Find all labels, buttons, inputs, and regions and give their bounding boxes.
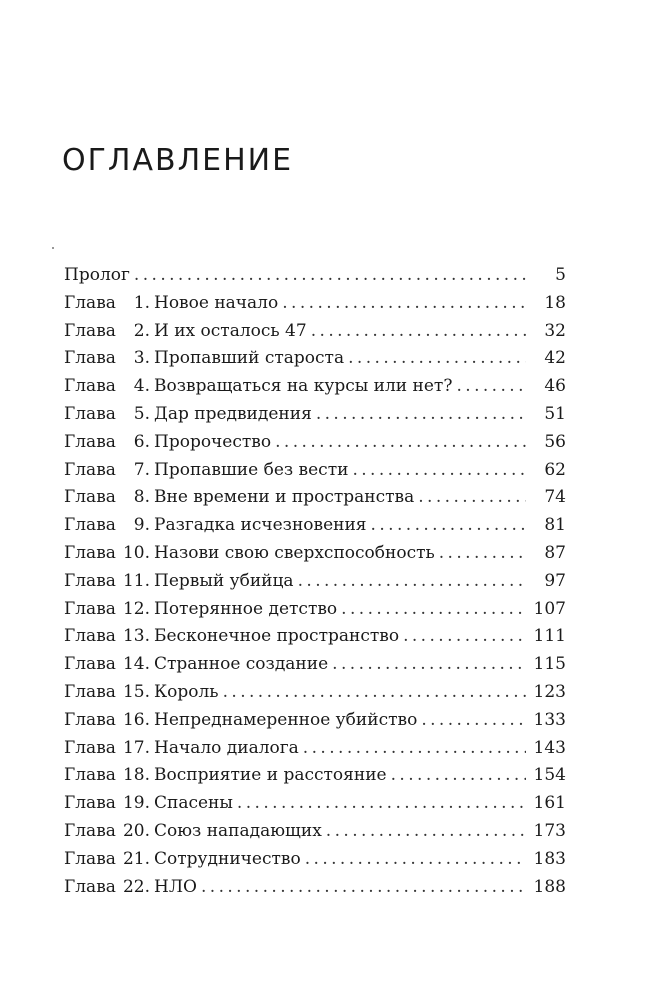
page-number: 173: [533, 820, 566, 841]
chapter-title: Начало диалога: [154, 737, 299, 758]
chapter-title: НЛО: [154, 876, 197, 897]
toc-entry-label: [64, 568, 294, 596]
chapter-number: 10.: [122, 542, 150, 563]
chapter-word: Глава: [64, 403, 116, 424]
page-number: 123: [533, 681, 566, 702]
chapter-title: Пропавший староста: [154, 348, 345, 369]
toc-entry-label: [64, 262, 130, 290]
chapter-number: 2.: [133, 320, 150, 341]
toc-entry-label: [64, 707, 417, 735]
chapter-word: Глава: [64, 292, 116, 313]
toc-entry-label: [64, 790, 233, 818]
chapter-word: Глава: [64, 598, 116, 619]
toc-entry[interactable]: [64, 596, 566, 624]
dot-leader: [352, 457, 526, 485]
page-number: 51: [544, 403, 566, 424]
toc-entry-label: [64, 874, 197, 902]
page-number: 115: [533, 654, 566, 675]
toc-entry[interactable]: [64, 846, 566, 874]
toc-entry[interactable]: [64, 318, 566, 346]
chapter-number: 14.: [122, 654, 150, 675]
page-number: 188: [533, 876, 566, 897]
chapter-number: 3.: [133, 348, 150, 369]
chapter-word: Глава: [64, 848, 116, 869]
chapter-number: 11.: [122, 570, 150, 591]
chapter-title: Восприятие и расстояние: [154, 765, 387, 786]
page-number: 133: [533, 709, 566, 730]
chapter-number: 7.: [133, 459, 150, 480]
dot-leader: [371, 512, 526, 540]
toc-entry-label: [64, 818, 322, 846]
chapter-word: Глава: [64, 487, 116, 508]
chapter-title: И их осталось 47: [154, 320, 307, 341]
chapter-word: Глава: [64, 654, 116, 675]
chapter-title: Странное создание: [154, 654, 329, 675]
chapter-number: 21.: [122, 848, 150, 869]
chapter-title: Назови свою сверхспособность: [154, 542, 435, 563]
chapter-word: Глава: [64, 765, 116, 786]
chapter-title: Король: [154, 681, 219, 702]
page-number: 18: [544, 292, 566, 313]
dot-leader: [275, 429, 526, 457]
page-number: 74: [544, 487, 566, 508]
chapter-number: 9.: [133, 515, 150, 536]
chapter-number: 19.: [122, 793, 150, 814]
dot-leader: [439, 540, 526, 568]
page-number: 183: [533, 848, 566, 869]
chapter-word: Глава: [64, 681, 116, 702]
toc-entry-label: [64, 318, 307, 346]
page-number: 62: [544, 459, 566, 480]
page-title: ОГЛАВЛЕНИЕ: [62, 143, 294, 178]
toc-entry-label: [64, 762, 387, 790]
toc-entry-label: [64, 679, 219, 707]
chapter-title: Непреднамеренное убийство: [154, 709, 418, 730]
chapter-title: Вне времени и пространства: [154, 487, 415, 508]
dot-leader: [223, 679, 526, 707]
toc-entry[interactable]: [64, 874, 566, 902]
dot-leader: [421, 707, 526, 735]
chapter-number: 12.: [122, 598, 150, 619]
dot-leader: [305, 846, 526, 874]
dot-leader: [332, 651, 526, 679]
toc-entry[interactable]: [64, 735, 566, 763]
dot-leader: [418, 484, 526, 512]
page-number: 87: [544, 542, 566, 563]
toc-entry-label: [64, 651, 328, 679]
chapter-number: 18.: [122, 765, 150, 786]
toc-entry-label: [64, 373, 452, 401]
toc-entry[interactable]: [64, 345, 566, 373]
chapter-title: Спасены: [154, 793, 233, 814]
chapter-word: Глава: [64, 737, 116, 758]
page-number: 46: [544, 376, 566, 397]
toc-entry-label: [64, 735, 299, 763]
page-number: 143: [533, 737, 566, 758]
toc-entry[interactable]: [64, 568, 566, 596]
toc-entry[interactable]: [64, 401, 566, 429]
toc-entry-label: [64, 345, 344, 373]
toc-entry-label: [64, 429, 271, 457]
chapter-title: Пропавшие без вести: [154, 459, 349, 480]
chapter-number: 4.: [133, 376, 150, 397]
print-speck: [52, 247, 54, 249]
chapter-word: Глава: [64, 515, 116, 536]
dot-leader: [311, 318, 526, 346]
dot-leader: [341, 596, 526, 624]
table-of-contents: [64, 262, 566, 901]
dot-leader: [237, 790, 526, 818]
chapter-title: Потерянное детство: [154, 598, 338, 619]
toc-entry[interactable]: [64, 457, 566, 485]
chapter-number: 16.: [122, 709, 150, 730]
page-number: 97: [544, 570, 566, 591]
chapter-word: Глава: [64, 320, 116, 341]
chapter-word: Глава: [64, 626, 116, 647]
dot-leader: [326, 818, 526, 846]
chapter-number: 1.: [133, 292, 150, 313]
chapter-title: Возвращаться на курсы или нет?: [154, 376, 453, 397]
chapter-word: Глава: [64, 570, 116, 591]
chapter-title: Союз нападающих: [154, 820, 322, 841]
toc-entry-label: [64, 846, 301, 874]
chapter-word: Глава: [64, 348, 116, 369]
chapter-word: Глава: [64, 376, 116, 397]
chapter-number: 8.: [133, 487, 150, 508]
page-number: 81: [544, 515, 566, 536]
page-number: 42: [544, 348, 566, 369]
chapter-number: 13.: [122, 626, 150, 647]
dot-leader: [456, 373, 526, 401]
dot-leader: [303, 735, 526, 763]
chapter-title: Первый убийца: [154, 570, 294, 591]
page-number: 56: [544, 431, 566, 452]
dot-leader: [298, 568, 526, 596]
chapter-word: Глава: [64, 459, 116, 480]
toc-entry[interactable]: [64, 429, 566, 457]
page-number: 111: [533, 626, 566, 647]
chapter-word: Глава: [64, 820, 116, 841]
chapter-word: Глава: [64, 542, 116, 563]
toc-entry[interactable]: [64, 373, 566, 401]
dot-leader: [391, 762, 526, 790]
chapter-title: Разгадка исчезновения: [154, 515, 367, 536]
toc-entry[interactable]: [64, 512, 566, 540]
page-number: 32: [544, 320, 566, 341]
chapter-title: Дар предвидения: [154, 403, 312, 424]
toc-entry[interactable]: [64, 707, 566, 735]
chapter-word: Глава: [64, 793, 116, 814]
toc-entry[interactable]: [64, 290, 566, 318]
dot-leader: [134, 262, 526, 290]
section-title: Пролог: [64, 265, 130, 285]
toc-entry-label: [64, 401, 312, 429]
toc-entry-label: [64, 596, 337, 624]
chapter-title: Бесконечное пространство: [154, 626, 400, 647]
chapter-title: Пророчество: [154, 431, 272, 452]
chapter-number: 17.: [122, 737, 150, 758]
toc-entry[interactable]: [64, 484, 566, 512]
toc-entry-label: [64, 512, 367, 540]
chapter-number: 22.: [122, 876, 150, 897]
toc-entry-label: [64, 290, 278, 318]
chapter-word: Глава: [64, 709, 116, 730]
toc-entry[interactable]: [64, 818, 566, 846]
toc-entry[interactable]: [64, 651, 566, 679]
chapter-number: 20.: [122, 820, 150, 841]
dot-leader: [348, 345, 526, 373]
toc-entry-label: [64, 457, 348, 485]
toc-entry[interactable]: [64, 540, 566, 568]
toc-entry[interactable]: [64, 623, 566, 651]
chapter-number: 5.: [133, 403, 150, 424]
toc-entry[interactable]: [64, 790, 566, 818]
chapter-title: Сотрудничество: [154, 848, 301, 869]
page-number: 161: [533, 793, 566, 814]
page-number: 5: [555, 265, 566, 285]
chapter-title: Новое начало: [154, 292, 279, 313]
toc-entry-label: [64, 484, 414, 512]
chapter-number: 6.: [133, 431, 150, 452]
toc-entry[interactable]: [64, 762, 566, 790]
dot-leader: [282, 290, 526, 318]
chapter-number: 15.: [122, 681, 150, 702]
toc-entry[interactable]: [64, 679, 566, 707]
page-number: 107: [533, 598, 566, 619]
dot-leader: [403, 623, 526, 651]
toc-entry-label: [64, 623, 399, 651]
toc-entry[interactable]: [64, 262, 566, 290]
chapter-word: Глава: [64, 876, 116, 897]
toc-entry-label: [64, 540, 435, 568]
chapter-word: Глава: [64, 431, 116, 452]
dot-leader: [316, 401, 526, 429]
page-number: 154: [533, 765, 566, 786]
dot-leader: [201, 874, 526, 902]
